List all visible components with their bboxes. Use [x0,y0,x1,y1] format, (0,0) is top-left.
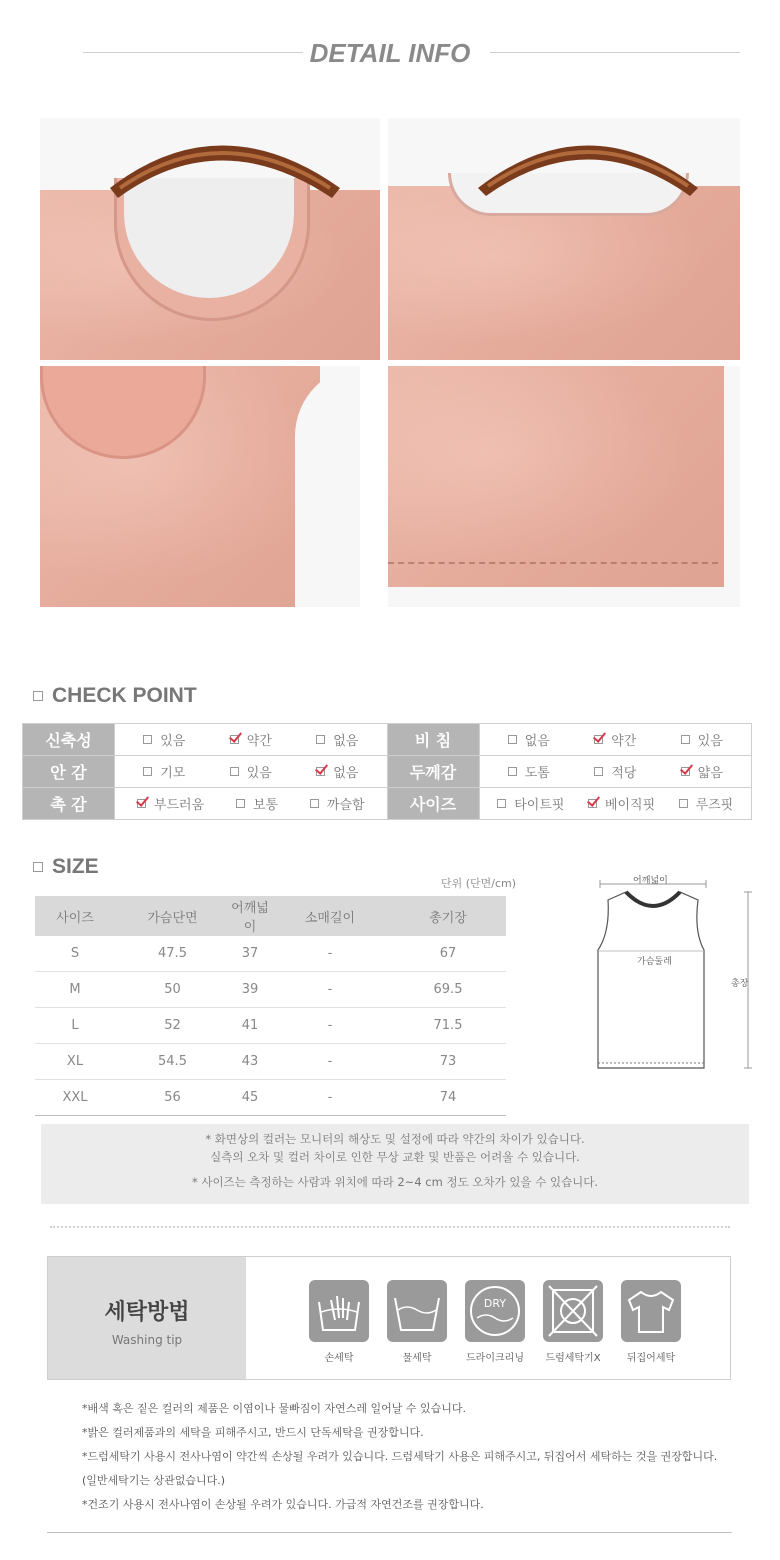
check-point-options [115,788,388,820]
checked-checkbox-icon [230,735,239,744]
washing-heading-block [48,1257,246,1379]
checked-checkbox-icon [681,767,690,776]
checkbox-icon [316,735,325,744]
care-note: *밝은 컬러제품과의 세탁을 피해주시고, 반드시 단독세탁을 권장합니다. [82,1426,424,1439]
check-option [594,730,636,749]
checkbox-icon [143,735,152,744]
check-option [508,730,550,749]
photo-armhole [40,366,360,607]
checkbox-icon [508,735,517,744]
size-cell: - [270,1080,390,1116]
check-option-text: 보통 [252,798,279,813]
size-cell: 74 [390,1080,506,1116]
size-column-header: 총기장 [390,896,506,936]
check-option-text: 부드러움 [153,798,205,813]
section-marker [33,691,43,701]
photo-back-neckline [388,118,740,360]
check-point-row [23,756,752,788]
chest-label: 가슴둘레 [637,957,672,967]
notice-line: 실측의 오차 및 컬러 차이로 인한 무상 교환 및 반품은 어려울 수 있습니다. [210,1150,580,1164]
check-option [137,794,204,813]
size-unit: 단위 (단면/cm) [441,877,517,890]
checkbox-icon [230,767,239,776]
check-option [316,730,358,749]
size-cell: L [35,1008,115,1044]
size-cell: - [270,972,390,1008]
check-point-options [479,756,752,788]
washing-panel [47,1256,731,1380]
check-option-text: 기모 [160,766,186,781]
size-row [35,1080,506,1116]
size-cell: 41 [230,1008,270,1044]
check-point-label: 비 침 [387,724,479,756]
size-cell: 67 [390,936,506,972]
size-cell: S [35,936,115,972]
check-option [508,762,550,781]
checkbox-icon [497,799,506,808]
hand-wash-icon [309,1280,369,1342]
checkbox-icon [143,767,152,776]
size-cell: 52 [115,1008,230,1044]
size-cell: 43 [230,1044,270,1080]
size-cell: XXL [35,1080,115,1116]
check-option-text: 얇음 [697,766,723,781]
check-point-label: 안 감 [23,756,115,788]
checkbox-icon [594,767,603,776]
check-point-label: 촉 감 [23,788,115,820]
check-option [497,794,564,813]
length-label: 총장 [731,979,749,989]
dry-text: DRY [483,1297,507,1310]
check-option [310,794,365,813]
hanger-image [100,118,350,208]
check-option-text: 약간 [611,734,637,749]
check-point-label: 사이즈 [387,788,479,820]
notice-line: * 사이즈는 측정하는 사람과 위치에 따라 2~4 cm 정도 오차가 있을 수 있습니다. [191,1175,599,1189]
check-option-text: 없음 [524,734,550,749]
size-row [35,1008,506,1044]
wash-label: 물세탁 [402,1353,432,1364]
check-option [316,762,358,781]
size-cell: 37 [230,936,270,972]
water-wash-icon [387,1280,447,1342]
checkbox-icon [681,735,690,744]
checked-checkbox-icon [316,767,325,776]
size-cell: 56 [115,1080,230,1116]
size-column-header: 소매길이 [270,896,390,936]
check-point-options [479,788,752,820]
notice-box [41,1124,749,1204]
check-point-options [479,724,752,756]
check-point-title: CHECK POINT [52,684,197,707]
check-option [230,762,272,781]
check-option [143,730,185,749]
check-option-text: 있음 [160,734,186,749]
check-option [681,730,723,749]
check-point-label: 신축성 [23,724,115,756]
check-point-row [23,724,752,756]
size-cell: 73 [390,1044,506,1080]
hanger-image [468,118,708,198]
section-marker [33,862,43,872]
check-option-text: 약간 [246,734,272,749]
check-option [594,762,636,781]
check-option [681,762,723,781]
size-title: SIZE [52,855,99,878]
inside-out-icon [621,1280,681,1342]
care-note: *건조기 사용시 전사나염이 손상될 우려가 있습니다. 가급적 자연건조를 권장합니다. [82,1498,484,1511]
shoulder-label: 어깨넓이 [633,876,668,886]
size-cell: 39 [230,972,270,1008]
detail-info-title: DETAIL INFO [309,38,471,68]
check-option-text: 베이직핏 [604,798,656,813]
check-point-options [115,756,388,788]
size-row [35,972,506,1008]
size-cell: 54.5 [115,1044,230,1080]
size-cell: - [270,1044,390,1080]
size-table [35,896,506,1116]
check-point-row [23,788,752,820]
checked-checkbox-icon [137,799,146,808]
notice-line: * 화면상의 컬러는 모니터의 해상도 및 설정에 따라 약간의 차이가 있습니다. [205,1132,585,1146]
care-note: (일반세탁기는 상관없습니다.) [82,1474,226,1487]
photo-front-neckline [40,118,380,360]
checkbox-icon [508,767,517,776]
check-option [679,794,734,813]
wash-label: 드라이크리닝 [466,1353,524,1364]
bottom-rule [47,1532,732,1533]
size-cell: - [270,936,390,972]
tank-top-diagram [590,870,760,1080]
care-note: *배색 혹은 짙은 컬러의 제품은 이염이나 물빠짐이 자연스레 일어날 수 있습니다. [82,1402,466,1415]
size-row [35,1044,506,1080]
size-column-header: 어깨넓이 [230,896,270,936]
size-cell: 71.5 [390,1008,506,1044]
checked-checkbox-icon [588,799,597,808]
size-cell: 47.5 [115,936,230,972]
check-option [588,794,655,813]
dotted-divider [50,1226,730,1228]
size-cell: 45 [230,1080,270,1116]
checkbox-icon [310,799,319,808]
check-point-table [22,723,752,820]
wash-label: 드럼세탁기X [545,1353,601,1364]
size-row [35,936,506,972]
check-option-text: 적당 [611,766,637,781]
check-option-text: 있음 [697,734,723,749]
check-option-text: 도톰 [524,766,550,781]
size-diagram [590,870,760,1080]
check-option-text: 없음 [333,734,359,749]
no-tumble-dry-icon [543,1280,603,1342]
size-column-header: 가슴단면 [115,896,230,936]
size-cell: 50 [115,972,230,1008]
checkbox-icon [679,799,688,808]
dry-clean-icon [465,1280,525,1342]
check-point-options [115,724,388,756]
wash-label: 뒤집어세탁 [626,1353,676,1364]
washing-title: 세탁방법 [104,1300,190,1325]
check-option [236,794,278,813]
check-option-text: 타이트핏 [514,798,565,813]
checkbox-icon [236,799,245,808]
washing-subtitle: Washing tip [111,1333,183,1347]
check-point-label: 두께감 [387,756,479,788]
size-cell: XL [35,1044,115,1080]
check-option-text: 있음 [246,766,272,781]
checked-checkbox-icon [594,735,603,744]
photo-hem [388,366,740,607]
size-cell: M [35,972,115,1008]
check-option [143,762,185,781]
size-column-header: 사이즈 [35,896,115,936]
check-option [230,730,272,749]
wash-label: 손세탁 [324,1353,354,1364]
check-option-text: 없음 [333,766,359,781]
check-option-text: 루즈핏 [695,798,734,813]
size-cell: - [270,1008,390,1044]
check-option-text: 까슬함 [326,798,365,813]
care-note: *드럼세탁기 사용시 전사나염이 약간씩 손상될 우려가 있습니다. 드럼세탁기 사용은 피해주시고, 뒤집어서 세탁하는 것을 권장합니다. [82,1450,718,1463]
size-cell: 69.5 [390,972,506,1008]
